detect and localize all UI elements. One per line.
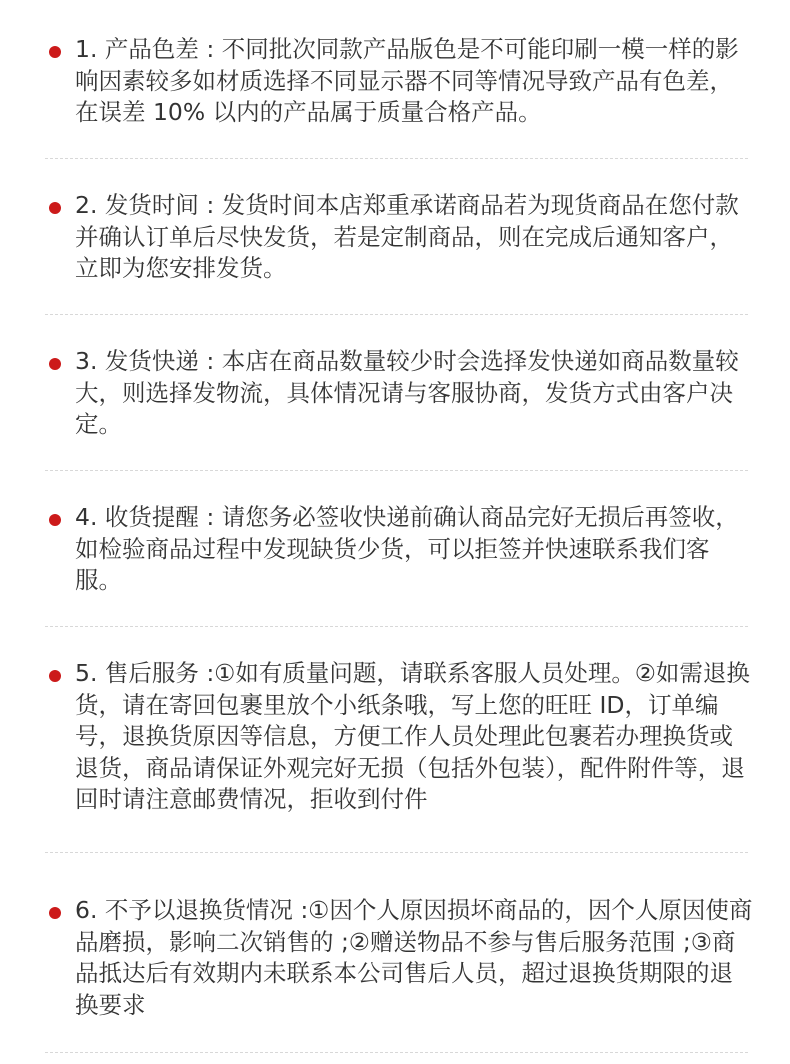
divider	[45, 1052, 748, 1053]
bullet-dot-icon	[49, 514, 61, 526]
item-text: 1. 产品色差 : 不同批次同款产品版色是不可能印刷一模一样的影响因素较多如材质选择不同显示器不同等情况导致产品有色差，在误差 10% 以内的产品属于质量合格产品。	[75, 35, 739, 126]
bullet-dot-icon	[49, 202, 61, 214]
divider	[45, 470, 748, 471]
item-text: 6. 不予以退换货情况 :①因个人原因损坏商品的，因个人原因使商品磨损，影响二次销售的 ;②赠送物品不参与售后服务范围 ;③商品抵达后有效期内未联系本公司售后人员，超过退换货期限的退换要求	[75, 896, 753, 1019]
item-text: 5. 售后服务 :①如有质量问题，请联系客服人员处理。②如需退换货，请在寄回包裹里放个小纸条哦，写上您的旺旺 ID，订单编号，退换货原因等信息，方便工作人员处理此包裹若办理换货或退货，商品请保证外观完好无损（包括外包装），配件附件等，退回时请注意邮费情况，拒收到付件	[75, 659, 750, 813]
item-text: 2. 发货时间 : 发货时间本店郑重承诺商品若为现货商品在您付款并确认订单后尽快发货，若是定制商品，则在完成后通知客户，立即为您安排发货。	[75, 191, 739, 282]
item-text: 3. 发货快递 : 本店在商品数量较少时会选择发快递如商品数量较大，则选择发物流，具体情况请与客服协商，发货方式由客户决定。	[75, 347, 739, 438]
divider	[45, 852, 748, 853]
item-text: 4. 收货提醒 : 请您务必签收快递前确认商品完好无损后再签收，如检验商品过程中发现缺货少货，可以拒签并快速联系我们客服。	[75, 503, 739, 594]
bullet-dot-icon	[49, 358, 61, 370]
divider	[45, 314, 748, 315]
bullet-dot-icon	[49, 670, 61, 682]
divider	[45, 158, 748, 159]
bullet-dot-icon	[49, 907, 61, 919]
bullet-dot-icon	[49, 46, 61, 58]
divider	[45, 626, 748, 627]
